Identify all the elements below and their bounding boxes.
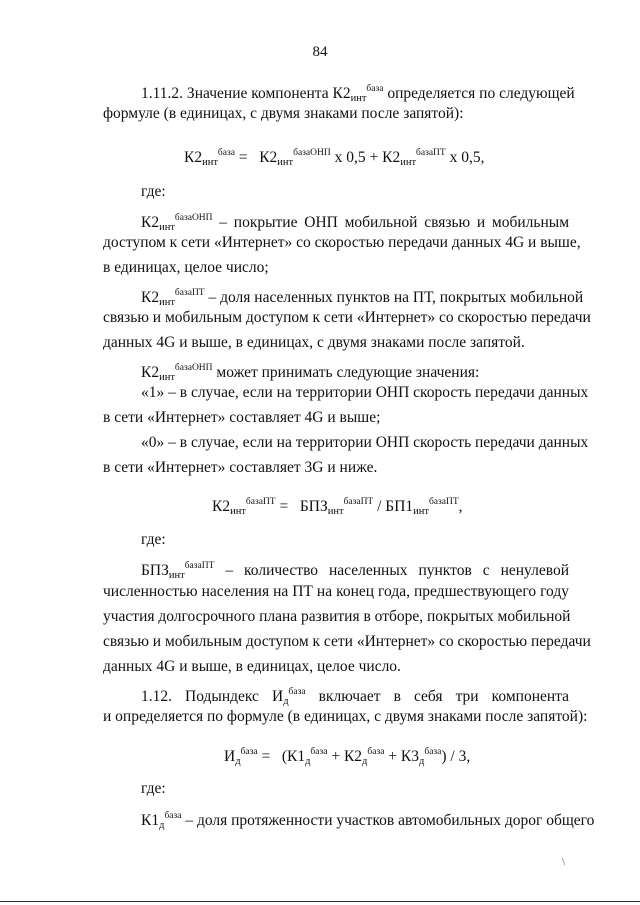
- values-intro: $К2_{инт}^{базаОНП}$ может принимать следующие значения:: [141, 363, 480, 383]
- def-bpz-line-3: участия долгосрочного плана развития в отборе, покрытых мобильной: [103, 608, 571, 625]
- def-k1d-line-1: $К1_д^{база}$ – доля протяженности участков автомобильных дорог общего: [141, 811, 595, 831]
- formula-k2-int-pt: $К2_{инт}^{базаПТ} = БПЗ_{инт}^{базаПТ} / БП1_{инт}^{базаПТ}$,: [212, 497, 463, 517]
- def-bpz-line-1: $БПЗ_{инт}^{базаПТ}$ – количество населенных пунктов с ненулевой: [141, 561, 569, 581]
- def-onp-line-2: доступом к сети «Интернет» со скоростью передачи данных 4G и выше,: [103, 234, 581, 251]
- scan-speck: \: [562, 856, 566, 868]
- def-bpz-line-4: связью и мобильным доступом к сети «Интернет» со скоростью передачи: [103, 633, 591, 650]
- where-label-2: где:: [141, 531, 166, 548]
- def-pt-line-3: данных 4G и выше, в единицах, с двумя знаками после запятой.: [103, 334, 525, 351]
- def-onp-line-1: $К2_{инт}^{базаОНП}$ – покрытие ОНП мобильной связью и мобильным: [141, 213, 569, 233]
- section-1-12-line-1: 1.12. Подындекс $И_д^{база}$ включает в себя три компонента: [141, 687, 570, 707]
- section-1-11-2-line-2: формуле (в единицах, с двумя знаками после запятой):: [103, 105, 464, 122]
- value-0-line-1: «0» – в случае, если на территории ОНП скорость передачи данных: [141, 434, 589, 451]
- section-1-12-line-2: и определяется по формуле (в единицах, с двумя знаками после запятой):: [103, 708, 588, 725]
- value-1-line-1: «1» – в случае, если на территории ОНП скорость передачи данных: [141, 384, 589, 401]
- where-label-1: где:: [141, 183, 166, 200]
- scan-bottom-edge: [0, 901, 640, 902]
- def-pt-line-1: $К2_{инт}^{базаПТ}$ – доля населенных пунктов на ПТ, покрытых мобильной: [141, 288, 584, 308]
- value-1-line-2: в сети «Интернет» составляет 4G и выше;: [103, 409, 381, 426]
- def-pt-line-2: связью и мобильным доступом к сети «Интернет» со скоростью передачи: [103, 309, 591, 326]
- value-0-line-2: в сети «Интернет» составляет 3G и ниже.: [103, 459, 378, 476]
- section-1-11-2-line-1: 1.11.2. Значение компонента $К2_{инт}^{база}$ определяется по следующей: [141, 84, 575, 104]
- def-bpz-line-5: данных 4G и выше, в единицах, целое число.: [103, 658, 401, 675]
- where-label-3: где:: [141, 780, 166, 797]
- formula-i-d: $И_д^{база} = (К1_д^{база} + К2_д^{база} + К3_д^{база}) / 3$,: [224, 747, 471, 767]
- page-number: 84: [312, 44, 328, 60]
- formula-k2-int: $К2_{инт}^{база} = К2_{инт}^{базаОНП}$ х $0,5 + К2_{инт}^{базаПТ}$ х 0,5,: [184, 148, 485, 168]
- def-onp-line-3: в единицах, целое число;: [103, 259, 269, 276]
- def-bpz-line-2: численностью населения на ПТ на конец года, предшествующего году: [103, 583, 569, 600]
